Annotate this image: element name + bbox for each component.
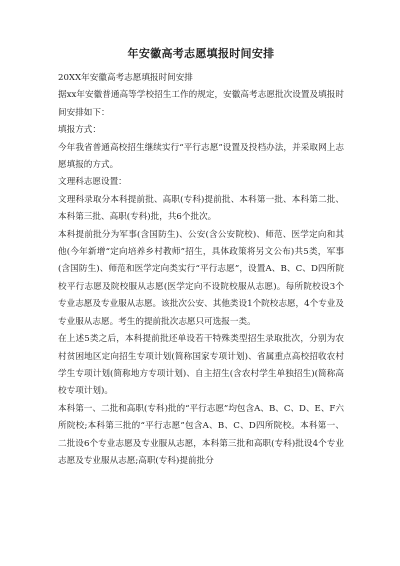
section-label-method: 填报方式： xyxy=(58,125,101,136)
paragraph-method: 今年我省普通高校招生继续实行“平行志愿”设置及投档办法，并采取网上志愿填报的方式。 xyxy=(58,142,344,171)
document-body xyxy=(58,70,344,470)
paragraph-intro: 据xx年安徽普通高等学校招生工作的规定，安徽高考志愿批次设置及填报时间安排如下： xyxy=(58,90,344,118)
document-title: 年安徽高考志愿填报时间安排 xyxy=(127,47,275,60)
paragraph-special-plans: 在上述5类之后，本科提前批还单设若干特殊类型招生录取批次，分别为农村贫困地区定向招生专项计划(简称国家专项计划)、省属重点高校招收农村学生专项计划(简称地方专项计划)、自主招生(含农村学生单独招生)(简称高校专项计划)。 xyxy=(58,334,344,397)
paragraph-batches: 文理科录取分本科提前批、高职(专科)提前批、本科第一批、本科第二批、本科第三批、高职(专科)批，共6个批次。 xyxy=(58,194,344,223)
paragraph-heading-line: 20XX年安徽高考志愿填报时间安排 xyxy=(58,73,193,83)
paragraph-early-batch: 本科提前批分为军事(含国防生)、公安(含公安院校)、师范、医学定向和其他(今年新增“定向培养乡村教师”招生，具体政策将另文公布)共5类，军事(含国防生)、师范和医学定向类实行“平行志愿”，设置A、B、C、D四所院校平行志愿及院校服从志愿(医学定向不设院校服从志愿)。每所院校设3个专业志愿及专业服从志愿。该批次公安、其他类设1个院校志愿，4个专业及专业服从志愿。考生的提前批次志愿只可选报一类。 xyxy=(58,229,344,327)
paragraph-parallel-volunteer: 本科第一、二批和高职(专科)批的“平行志愿”均包含A、B、C、D、E、F六所院校;本科第三批的“平行志愿”包含A、B、C、D四所院校。本科第一、二批设6个专业志愿及专业服从志愿，本科第三批和高职(专科)批设4个专业志愿及专业服从志愿;高职(专科)提前批分 xyxy=(58,403,344,466)
section-label-settings: 文理科志愿设置： xyxy=(58,177,127,188)
